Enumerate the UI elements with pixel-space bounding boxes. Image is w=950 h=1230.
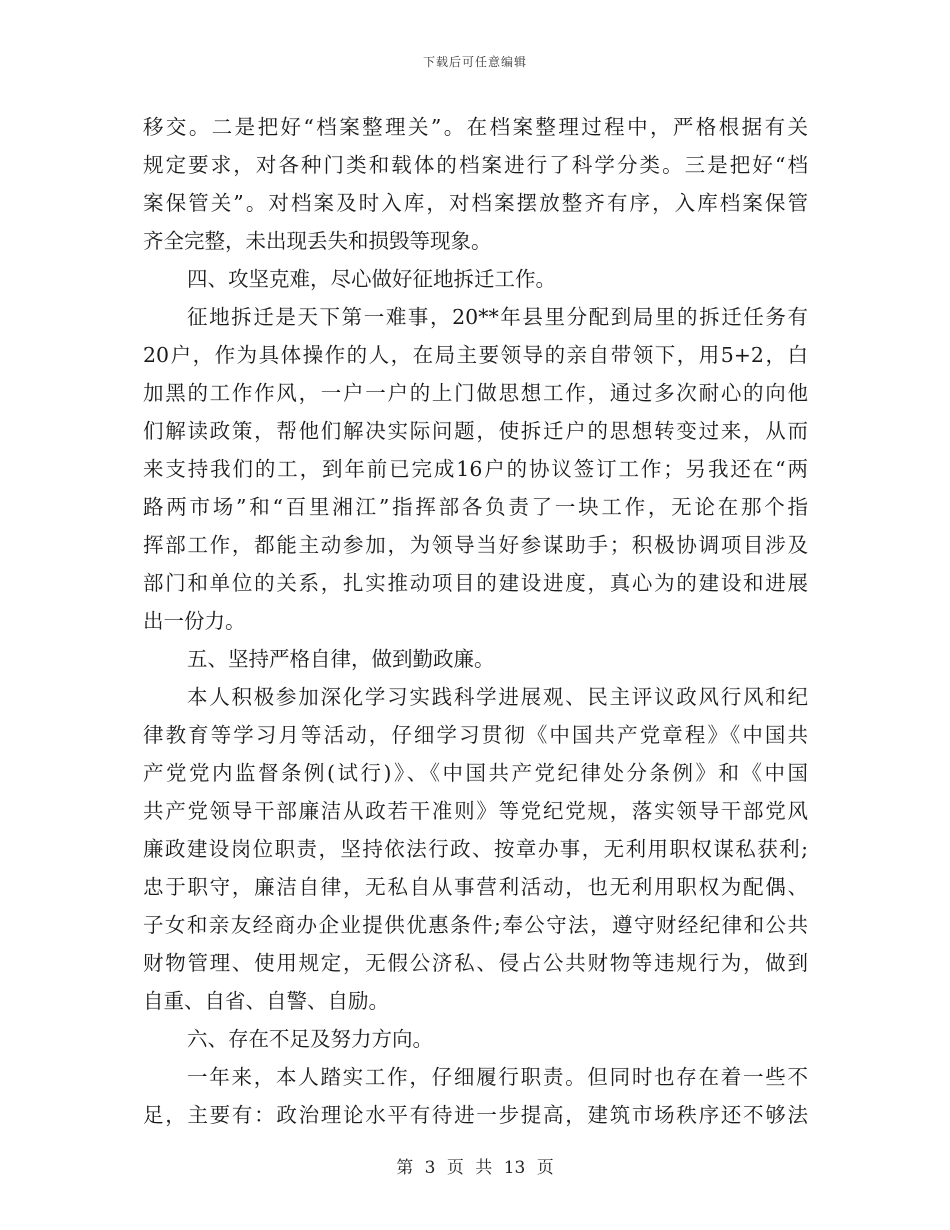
body-line: 子女和亲友经商办企业提供优惠条件;奉公守法，遵守财经纪律和公共 xyxy=(143,913,808,937)
body-line: 规定要求，对各种门类和载体的档案进行了科学分类。三是把好“档 xyxy=(143,153,808,177)
body-line: 足，主要有：政治理论水平有待进一步提高，建筑市场秩序还不够法 xyxy=(143,1103,808,1127)
body-line: 部门和单位的关系，扎实推动项目的建设进度，真心为的建设和进展 xyxy=(143,571,808,595)
page-header-note: 下载后可任意编辑 xyxy=(422,55,527,69)
body-line: 产党党内监督条例(试行)》、《中国共产党纪律处分条例》和《中国 xyxy=(143,761,808,785)
section-heading: 五、坚持严格自律，做到勤政廉。 xyxy=(187,647,495,671)
body-line: 移交。二是把好“档案整理关”。在档案整理过程中，严格根据有关 xyxy=(143,115,808,139)
body-line: 共产党领导干部廉洁从政若干准则》等党纪党规，落实领导干部党风 xyxy=(143,799,808,823)
body-line: 律教育等学习月等活动，仔细学习贯彻《中国共产党章程》《中国共 xyxy=(143,723,808,747)
body-line: 案保管关”。对档案及时入库，对档案摆放整齐有序，入库档案保管 xyxy=(143,191,808,215)
body-line: 20户，作为具体操作的人，在局主要领导的亲自带领下，用5+2，白 xyxy=(143,343,808,367)
paragraph-first-line: 征地拆迁是天下第一难事，20**年县里分配到局里的拆迁任务有 xyxy=(187,305,808,329)
body-line: 们解读政策，帮他们解决实际问题，使拆迁户的思想转变过来，从而 xyxy=(143,419,808,443)
body-line: 忠于职守，廉洁自律，无私自从事营利活动，也无利用职权为配偶、 xyxy=(143,875,808,899)
paragraph-first-line: 一年来，本人踏实工作，仔细履行职责。但同时也存在着一些不 xyxy=(187,1065,808,1089)
page-number: 第 3 页 共 13 页 xyxy=(396,1158,554,1178)
body-line: 财物管理、使用规定，无假公济私、侵占公共财物等违规行为，做到 xyxy=(143,951,808,975)
body-line: 廉政建设岗位职责，坚持依法行政、按章办事，无利用职权谋私获利; xyxy=(143,837,808,861)
section-heading: 四、攻坚克难，尽心做好征地拆迁工作。 xyxy=(187,267,556,291)
paragraph-first-line: 本人积极参加深化学习实践科学进展观、民主评议政风行风和纪 xyxy=(187,685,808,709)
document-body xyxy=(143,108,808,1134)
body-line: 挥部工作，都能主动参加，为领导当好参谋助手；积极协调项目涉及 xyxy=(143,533,808,557)
body-line: 来支持我们的工，到年前已完成16户的协议签订工作；另我还在“两 xyxy=(143,457,808,481)
section-heading: 六、存在不足及努力方向。 xyxy=(187,1027,433,1051)
body-line: 齐全完整，未出现丢失和损毁等现象。 xyxy=(143,229,492,253)
body-line: 自重、自省、自警、自励。 xyxy=(143,989,389,1013)
body-line: 路两市场”和“百里湘江”指挥部各负责了一块工作，无论在那个指 xyxy=(143,495,808,519)
body-line: 出一份力。 xyxy=(143,609,246,633)
body-line: 加黑的工作作风，一户一户的上门做思想工作，通过多次耐心的向他 xyxy=(143,381,808,405)
